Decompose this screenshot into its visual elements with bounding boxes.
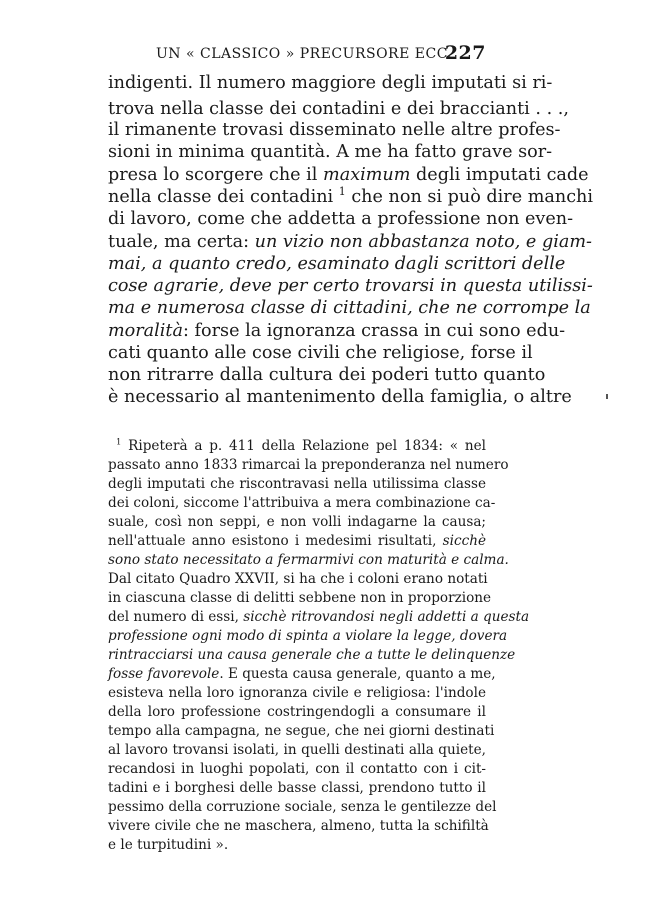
text-run: nella classe dei contadini <box>108 187 339 207</box>
text-run: di lavoro, come che addetta a professione non even- <box>108 209 574 229</box>
footnote-line <box>108 741 486 760</box>
italic-text: sicchè ritrovandosi negli addetti a questa <box>243 609 530 625</box>
footnote-marker: 1 <box>338 185 346 199</box>
footnote-line <box>116 437 486 456</box>
running-title: UN « CLASSICO » PRECURSORE ECC. <box>156 46 453 62</box>
text-run: Ripeterà a p. 411 della Relazione pel 1834: « nel <box>121 438 486 454</box>
footnote-line <box>108 513 486 532</box>
footnote-line <box>108 779 486 798</box>
footnote-line <box>108 798 497 817</box>
italic-text: sono stato necessitato a fermarmivi con maturità e calma. <box>108 552 509 568</box>
text-run: cati quanto alle cose civili che religiose, forse il <box>108 343 533 363</box>
text-run: sioni in minima quantità. A me ha fatto grave sor- <box>108 142 553 162</box>
italic-text: rintracciarsi una causa generale che a tutte le delinquenze <box>108 647 516 663</box>
italic-text: fosse favorevole <box>108 666 220 682</box>
text-run: indigenti. Il numero maggiore degli imputati si ri- <box>108 73 553 93</box>
text-run: tempo alla campagna, ne segue, che nei giorni destinati <box>108 723 495 739</box>
italic-text: mai, a quanto credo, esaminato dagli scrittori delle <box>108 254 566 274</box>
footnote-line <box>108 570 486 589</box>
text-run: presa lo scorgere che il <box>108 165 324 185</box>
text-run: passato anno 1833 rimarcai la preponderanza nel numero <box>108 457 509 473</box>
page-mark <box>606 394 608 399</box>
body-line <box>108 384 572 410</box>
footnote-line <box>108 532 486 551</box>
footnote-marker: 1 <box>116 436 122 447</box>
text-run: recandosi in luoghi popolati, con il contatto con i cit- <box>108 761 486 777</box>
text-run: nell'attuale anno esistono i medesimi risultati, <box>108 533 443 549</box>
footnote-line <box>108 646 516 665</box>
text-run: dei coloni, siccome l'attribuiva a mera combinazione ca- <box>108 495 496 511</box>
page-number: 227 <box>444 42 486 64</box>
text-run: degli imputati che riscontravasi nella utilissima classe <box>108 476 486 492</box>
text-run: degli imputati cade <box>410 165 589 185</box>
footnote-line <box>108 665 496 684</box>
text-run: esisteva nella loro ignoranza civile e religiosa: l'indole <box>108 685 486 701</box>
text-run: vivere civile che ne maschera, almeno, tutta la schifiltà <box>108 818 489 834</box>
body-line <box>108 70 553 96</box>
text-run: : forse la ignoranza crassa in cui sono edu- <box>183 321 566 341</box>
text-run: non ritrarre dalla cultura dei poderi tutto quanto <box>108 365 546 385</box>
text-run: e le turpitudini ». <box>108 837 229 853</box>
text-run: . E questa causa generale, quanto a me, <box>219 666 496 682</box>
text-run: al lavoro trovansi isolati, in quelli destinati alla quiete, <box>108 742 486 758</box>
footnote-line <box>108 760 486 779</box>
footnote-line <box>108 817 489 836</box>
text-run: trova nella classe dei contadini e dei braccianti . . ., <box>108 99 569 119</box>
footnote-line <box>108 703 486 722</box>
footnote-line <box>108 589 492 608</box>
running-head <box>108 42 486 66</box>
text-run: della loro professione costringendogli a consumare il <box>108 704 486 720</box>
italic-text: professione ogni modo di spinta a violare la legge, dovera <box>108 628 508 644</box>
italic-text: maximum <box>323 165 411 185</box>
italic-text: sicchè <box>442 533 486 549</box>
italic-text: un vizio non abbastanza noto, e giam- <box>254 232 592 252</box>
footnote-line <box>108 627 508 646</box>
text-run: del numero di essi, <box>108 609 244 625</box>
footnote-line <box>108 456 509 475</box>
footnote-line <box>108 684 486 703</box>
footnote-line <box>108 608 530 627</box>
footnote-line <box>108 722 495 741</box>
text-run: suale, così non seppi, e non volli indagarne la causa; <box>108 514 486 530</box>
text-run: è necessario al mantenimento della famiglia, o altre <box>108 387 572 407</box>
italic-text: moralità <box>108 321 183 341</box>
text-run: in ciascuna classe di delitti sebbene non in proporzione <box>108 590 492 606</box>
text-run: Dal citato Quadro XXVII, si ha che i coloni erano notati <box>108 571 488 587</box>
footnote-line <box>108 494 496 513</box>
italic-text: cose agrarie, deve per certo trovarsi in questa utilissi- <box>108 276 593 296</box>
text-run: tuale, ma certa: <box>108 232 255 252</box>
footnote-line <box>108 551 509 570</box>
text-run: pessimo della corruzione sociale, senza le gentilezze del <box>108 799 497 815</box>
footnote-line <box>108 475 486 494</box>
footnote-line <box>108 836 486 855</box>
text-run: tadini e i borghesi delle basse classi, prendono tutto il <box>108 780 486 796</box>
text-run: il rimanente trovasi disseminato nelle altre profes- <box>108 120 561 140</box>
text-run: che non si può dire manchi <box>345 187 594 207</box>
italic-text: ma e numerosa classe di cittadini, che ne corrompe la <box>108 298 591 318</box>
